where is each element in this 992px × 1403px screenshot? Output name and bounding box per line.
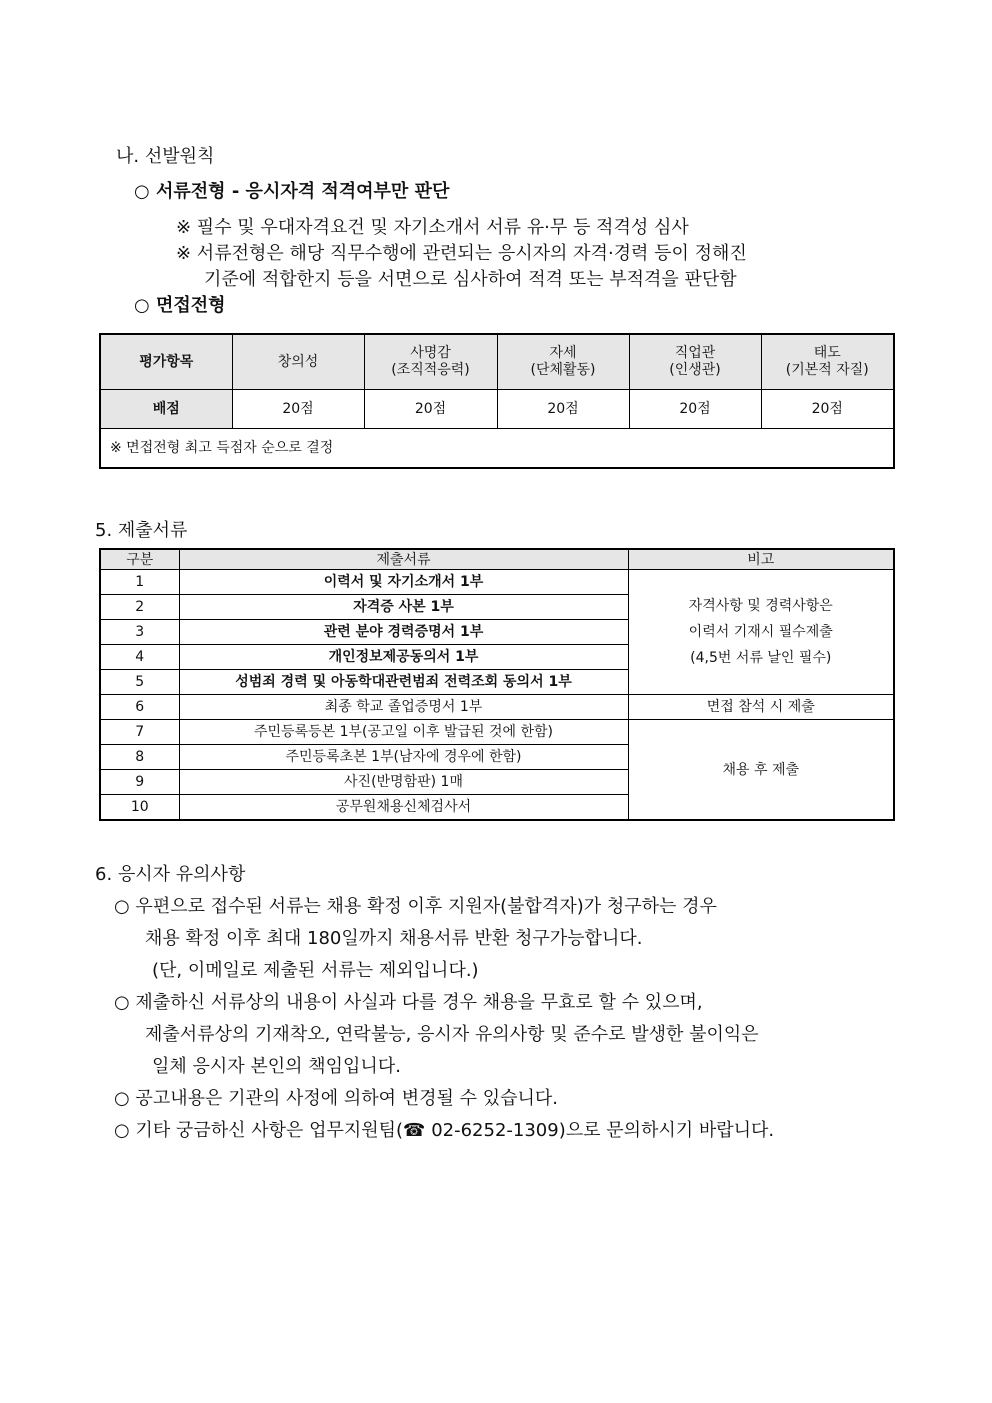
row-number: 10 [100, 795, 179, 821]
remark-rows-7-10: 채용 후 제출 [628, 720, 894, 821]
col-header-documents: 제출서류 [179, 549, 628, 570]
score-cell: 20점 [629, 390, 761, 429]
header-cell-mission: 사명감 (조직적응력) [364, 334, 497, 390]
notice-line-3: (단, 이메일로 제출된 서류는 제외입니다.) [152, 960, 479, 981]
notice-line-7: ○ 공고내용은 기관의 사정에 의하여 변경될 수 있습니다. [114, 1088, 559, 1109]
note-line-1: ※ 필수 및 우대자격요건 및 자기소개서 서류 유·무 등 적격성 심사 [176, 217, 689, 238]
row-number: 2 [100, 595, 179, 620]
sub-heading-selection-principle: 나. 선발원칙 [116, 146, 215, 167]
interview-note: ※ 면접전형 최고 득점자 순으로 결정 [100, 429, 894, 469]
table-row-note [100, 429, 894, 469]
table-header-row [100, 334, 894, 390]
document-name: 성범죄 경력 및 아동학대관련범죄 전력조회 동의서 1부 [179, 670, 628, 695]
row-number: 4 [100, 645, 179, 670]
score-cell: 20점 [232, 390, 364, 429]
header-cell-criteria: 평가항목 [100, 334, 232, 390]
remark-line: 이력서 기재시 필수제출 [688, 624, 833, 640]
document-name: 자격증 사본 1부 [179, 595, 628, 620]
notice-line-5: 제출서류상의 기재착오, 연락불능, 응시자 유의사항 및 준수로 발생한 불이익은 [145, 1024, 759, 1045]
col-header-category: 구분 [100, 549, 179, 570]
document-name: 최종 학교 졸업증명서 1부 [179, 695, 628, 720]
table-row-scores [100, 390, 894, 429]
table-row [100, 695, 894, 720]
interview-label: 면접전형 [156, 295, 226, 316]
document-name: 주민등록등본 1부(공고일 이후 발급된 것에 한함) [179, 720, 628, 745]
score-cell: 20점 [497, 390, 629, 429]
doc-screening-label: 서류전형 - 응시자격 적격여부만 판단 [156, 181, 450, 202]
row-number: 7 [100, 720, 179, 745]
required-documents-table [99, 548, 895, 821]
notice-line-1: ○ 우편으로 접수된 서류는 채용 확정 이후 지원자(불합격자)가 청구하는 경우 [114, 896, 717, 917]
remark-line: 자격사항 및 경력사항은 [688, 598, 833, 614]
row-number: 8 [100, 745, 179, 770]
header-cell-creativity: 창의성 [232, 334, 364, 390]
row-number: 5 [100, 670, 179, 695]
notice-line-6: 일체 응시자 본인의 책임입니다. [152, 1056, 401, 1077]
score-cell: 20점 [761, 390, 894, 429]
notice-line-4: ○ 제출하신 서류상의 내용이 사실과 다를 경우 채용을 무효로 할 수 있으며, [114, 992, 703, 1013]
remark-row-6: 면접 참석 시 제출 [628, 695, 894, 720]
col-header-remark: 비고 [628, 549, 894, 570]
interview-line [134, 291, 226, 317]
row-number: 9 [100, 770, 179, 795]
document-name: 공무원채용신체검사서 [179, 795, 628, 821]
document-name: 개인정보제공동의서 1부 [179, 645, 628, 670]
notice-line-8: ○ 기타 궁금하신 사항은 업무지원팀(☎ 02-6252-1309)으로 문의하시기 바랍니다. [114, 1120, 775, 1141]
interview-evaluation-table [99, 333, 895, 469]
header-cell-manner: 태도 (기본적 자질) [761, 334, 894, 390]
score-cell: 20점 [364, 390, 497, 429]
remark-line: (4,5번 서류 날인 필수) [690, 650, 832, 666]
document-name: 이력서 및 자기소개서 1부 [179, 570, 628, 595]
document-name: 사진(반명함판) 1매 [179, 770, 628, 795]
header-cell-work-ethic: 직업관 (인생관) [629, 334, 761, 390]
section-6-heading: 6. 응시자 유의사항 [95, 864, 246, 885]
table-header-row [100, 549, 894, 570]
doc-screening-line [134, 177, 449, 203]
header-cell-attitude: 자세 (단체활동) [497, 334, 629, 390]
notice-line-2: 채용 확정 이후 최대 180일까지 채용서류 반환 청구가능합니다. [145, 928, 643, 949]
score-label: 배점 [100, 390, 232, 429]
bullet-circle: ○ [134, 181, 150, 202]
remark-rows-1-5 [628, 570, 894, 695]
note-line-3: 기준에 적합한지 등을 서면으로 심사하여 적격 또는 부적격을 판단함 [204, 269, 737, 290]
section-5-heading: 5. 제출서류 [95, 520, 188, 541]
note-line-2: ※ 서류전형은 해당 직무수행에 관련되는 응시자의 자격·경력 등이 정해진 [176, 243, 747, 264]
row-number: 6 [100, 695, 179, 720]
table-row [100, 720, 894, 745]
document-name: 주민등록초본 1부(남자에 경우에 한함) [179, 745, 628, 770]
row-number: 3 [100, 620, 179, 645]
document-name: 관련 분야 경력증명서 1부 [179, 620, 628, 645]
row-number: 1 [100, 570, 179, 595]
table-row [100, 570, 894, 595]
bullet-circle: ○ [134, 295, 150, 316]
